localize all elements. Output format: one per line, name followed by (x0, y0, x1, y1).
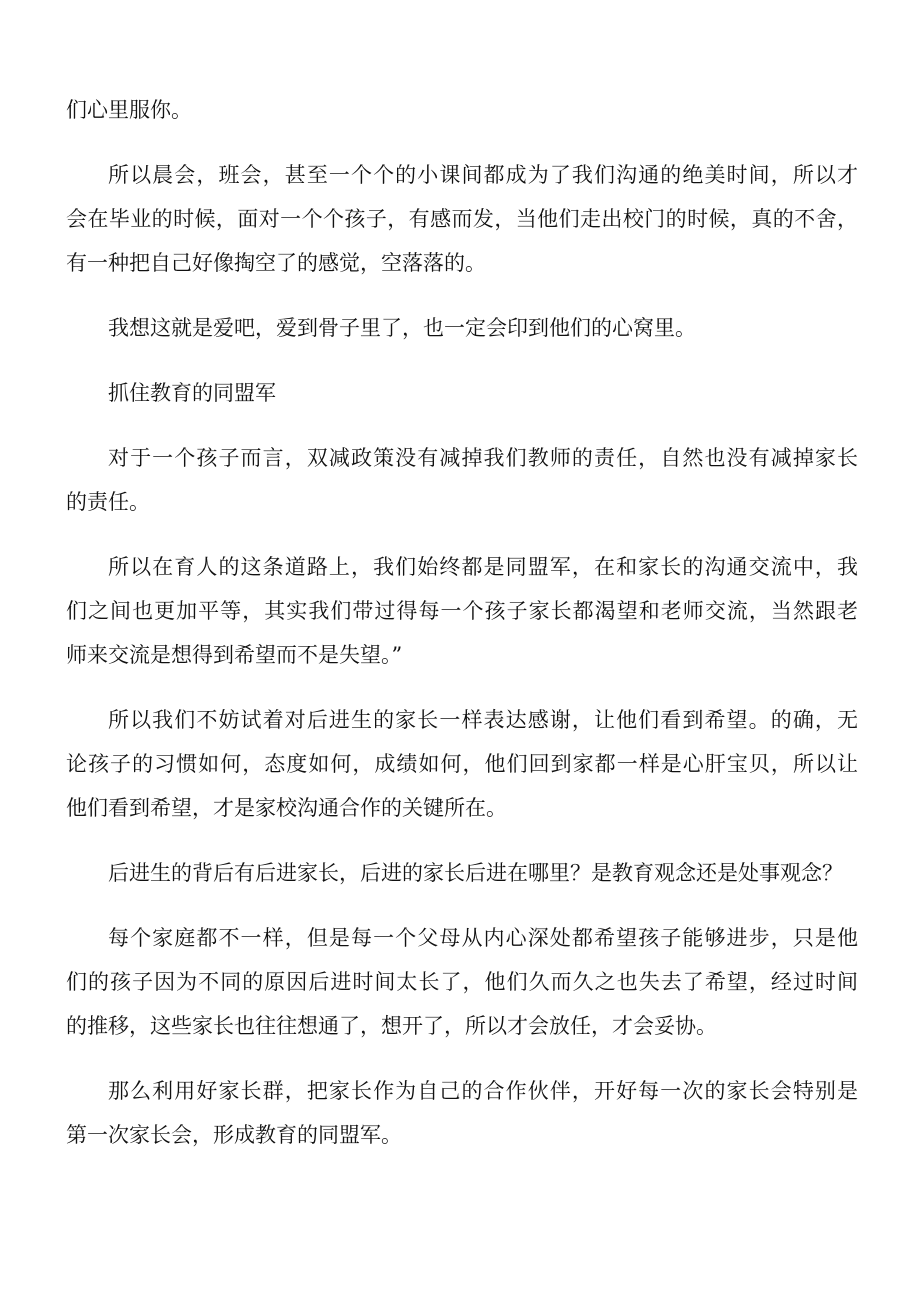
paragraph (66, 306, 858, 350)
paragraph (66, 545, 858, 677)
paragraph-line: 所以我们不妨试着对后进生的家长一样表达感谢，让他们看到希望。的确，无 (108, 708, 858, 732)
paragraph (66, 153, 858, 285)
paragraph-line: 有一种把自己好像掏空了的感觉，空落落的。 (66, 251, 486, 275)
document-body (66, 88, 858, 1157)
paragraph-line: 所以晨会，班会，甚至一个个的小课间都成为了我们沟通的绝美时间，所以才 (108, 163, 858, 187)
paragraph (66, 1069, 858, 1157)
paragraph-line: 他们看到希望，才是家校沟通合作的关键所在。 (66, 796, 507, 820)
paragraph-line: 的责任。 (66, 490, 150, 514)
paragraph-line: 们的孩子因为不同的原因后进时间太长了，他们久而久之也失去了希望，经过时间 (66, 970, 858, 994)
paragraph (66, 698, 858, 830)
paragraph-line: 师来交流是想得到希望而不是失望。” (66, 643, 403, 667)
paragraph (66, 436, 858, 524)
paragraph (66, 88, 858, 132)
paragraph-line: 会在毕业的时候，面对一个个孩子，有感而发，当他们走出校门的时候，真的不舍， (66, 207, 858, 231)
section-heading (66, 371, 858, 415)
paragraph-line: 后进生的背后有后进家长，后进的家长后进在哪里？是教育观念还是处事观念？ (108, 861, 843, 885)
paragraph-line: 论孩子的习惯如何，态度如何，成绩如何，他们回到家都一样是心肝宝贝，所以让 (66, 752, 858, 776)
paragraph (66, 916, 858, 1048)
paragraph (66, 851, 858, 895)
paragraph-line: 们之间也更加平等，其实我们带过得每一个孩子家长都渴望和老师交流，当然跟老 (66, 599, 858, 623)
paragraph-line: 所以在育人的这条道路上，我们始终都是同盟军，在和家长的沟通交流中，我 (108, 555, 858, 579)
paragraph-line: 那么利用好家长群，把家长作为自己的合作伙伴，开好每一次的家长会特别是 (108, 1079, 858, 1103)
paragraph-line: 对于一个孩子而言，双减政策没有减掉我们教师的责任，自然也没有减掉家长 (108, 446, 858, 470)
paragraph-line: 第一次家长会，形成教育的同盟军。 (66, 1123, 402, 1147)
paragraph-line: 的推移，这些家长也往往想通了，想开了，所以才会放任，才会妥协。 (66, 1014, 717, 1038)
section-heading-text: 抓住教育的同盟军 (108, 381, 276, 405)
paragraph-line: 我想这就是爱吧，爱到骨子里了，也一定会印到他们的心窝里。 (108, 316, 696, 340)
paragraph-line: 每个家庭都不一样，但是每一个父母从内心深处都希望孩子能够进步，只是他 (108, 926, 858, 950)
paragraph-line: 们心里服你。 (66, 98, 192, 122)
